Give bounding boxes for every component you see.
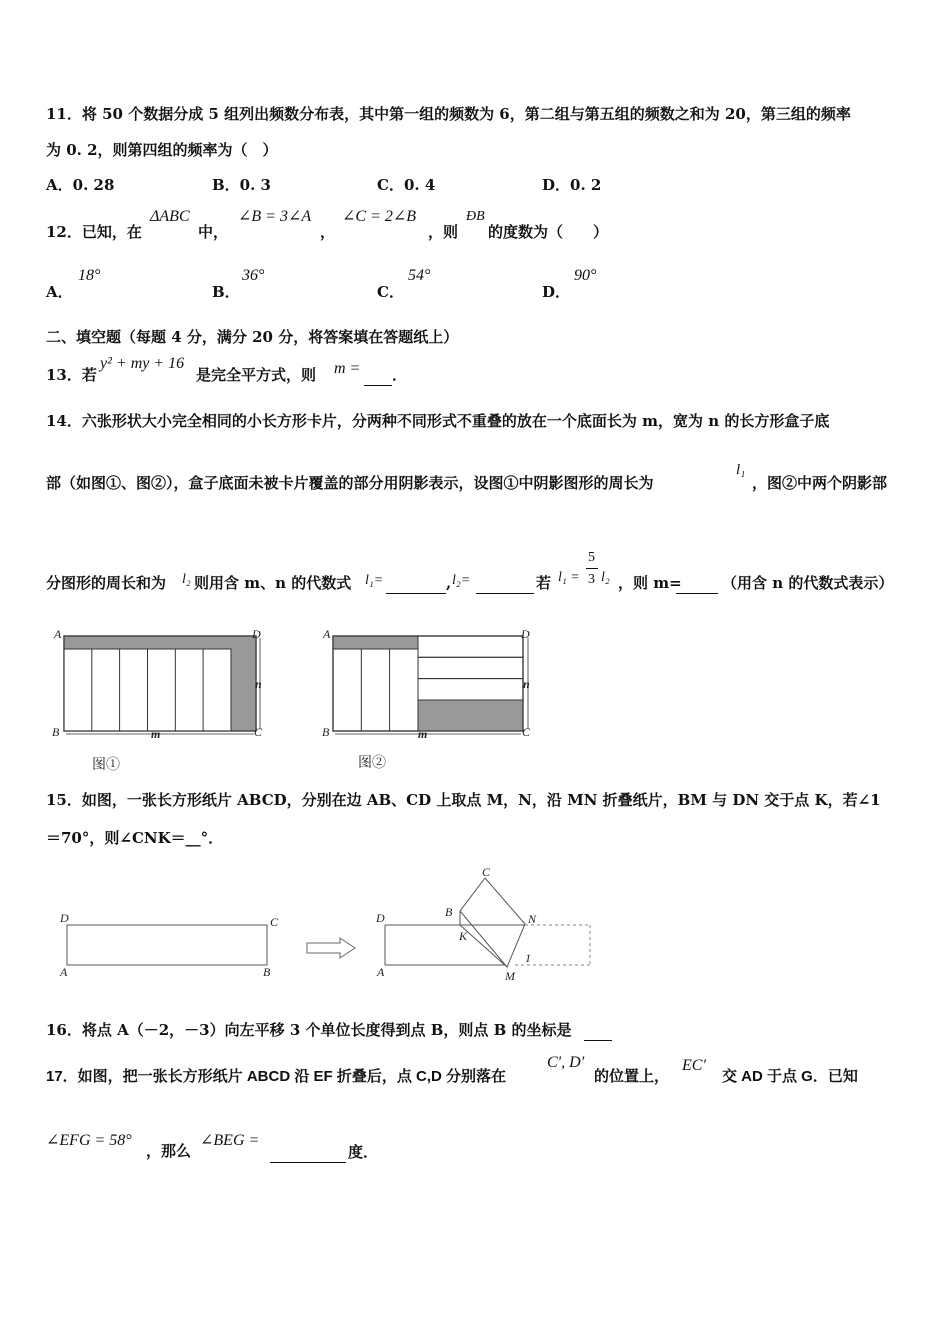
q17-angle-efg: ∠EFG = 58° [46,1132,132,1149]
q14-relation-right: l₂ [601,570,610,585]
q11-line2: 为 0. 2，则第四组的频率为（ ） [46,141,278,159]
q15-right-a: A [377,965,385,979]
q14-line3d: （用含 n 的代数式表示） [722,574,894,592]
q14-line3c: ，则 m= [618,574,682,592]
q14-l1-equals: l₁= [365,573,384,588]
q11-option-d: D．0. 2 [542,176,602,194]
q12-option-b-letter: B． [212,283,240,301]
q13-suffix: ． [392,366,408,384]
q14-l1-symbol: l₁ [736,462,746,478]
q13-mid: 是完全平方式，则 [196,366,317,384]
q17-line2b: 度． [348,1143,379,1161]
q14-line1: 14．六张形状大小完全相同的小长方形卡片，分两种不同形式不重叠的放在一个底面长为 m，宽为 n 的长方形盒子底 [46,412,830,430]
fig2-caption: 图② [358,754,386,770]
fig1-label-d: D [252,627,261,641]
fig1-caption: 图① [92,756,120,772]
q13-variable: m = [334,360,361,377]
q15-right-m: M [505,969,515,983]
q15-left-b: B [263,965,271,979]
q11-option-c: C．0. 4 [377,176,436,194]
q12-mid1: 中， [198,223,229,241]
fig1-label-a: A [54,627,62,641]
q12-suffix: 的度数为（ ） [488,223,609,241]
fig2-label-n: n [523,677,530,691]
q14-frac-num: 5 [588,550,595,565]
q17-cd-prime: C′, D′ [547,1054,585,1071]
q16-answer-blank[interactable] [584,1020,612,1041]
q17-answer-blank[interactable] [270,1142,346,1163]
q15-right-k: K [459,929,468,943]
q13-expression: y² + my + 16 [100,355,185,372]
fig2-label-c: C [522,725,531,739]
q17-angle-beg: ∠BEG = [200,1132,260,1149]
q13-answer-blank[interactable] [364,365,392,386]
q14-l2-symbol: l₂ [182,572,191,587]
q14-l2-equals: l₂= [452,573,471,588]
q15-left-a: A [60,965,68,979]
fig1-label-n: n [255,677,262,691]
q13-prefix: 13．若 [46,366,97,384]
q11-line1: 11．将 50 个数据分成 5 组列出频数分布表，其中第一组的频数为 6，第二组与第五组的频数之和为 20，第三组的频率 [46,105,851,123]
q12-cond2: ∠C = 2∠B [342,208,417,225]
q15-left-d: D [60,911,69,925]
q17-line1b: 的位置上， [594,1068,670,1085]
q14-line2b: ，图②中两个阴影部 [752,474,888,492]
q15-figure [55,864,615,992]
q15-right-b: B [445,905,453,919]
q15-right-angle-1: 1 [525,951,531,965]
q14-frac-den: 3 [588,572,595,587]
q12-option-c-value: 54° [408,267,431,284]
q15-right-n: N [528,912,537,926]
q14-frac-bar [586,568,598,569]
section-2-heading: 二、填空题（每题 4 分，满分 20 分，将答案填在答题纸上） [46,328,459,346]
q11-option-b: B．0. 3 [212,176,271,194]
q12-option-c-letter: C． [377,283,404,301]
q12-option-d-letter: D． [542,283,571,301]
q12-option-b-value: 36° [242,267,265,284]
q12-mid2: ，则 [428,223,459,241]
fig2-label-d: D [521,627,530,641]
q12-option-a-letter: A． [46,283,73,301]
fig2-label-b: B [322,725,330,739]
q14-line3a: 分图形的周长和为 [46,574,167,592]
q16-text: 16．将点 A（－2，－3）向左平移 3 个单位长度得到点 B，则点 B 的坐标是 [46,1021,572,1039]
q12-sep: ， [320,223,336,241]
q12-cond1: ∠B = 3∠A [238,208,312,225]
q11-option-a: A．0. 28 [46,176,115,194]
q15-right-d: D [376,911,385,925]
q12-option-d-value: 90° [574,267,597,284]
fig2-label-a: A [323,627,331,641]
q12-prefix: 12．已知，在 [46,223,142,241]
fig1-label-b: B [52,725,60,739]
q14-l2-blank[interactable] [476,573,534,594]
q14-line2a: 部（如图①、图②），盒子底面未被卡片覆盖的部分用阴影表示，设图①中阴影图形的周长为 [46,474,654,492]
q12-option-a-value: 18° [78,267,101,284]
q17-line2a: ，那么 [146,1143,192,1160]
q14-ruo: 若 [536,574,552,592]
fig1-label-c: C [254,725,263,739]
q14-line3b: 则用含 m、n 的代数式 [194,574,352,592]
q17-line1a: 17．如图，把一张长方形纸片 ABCD 沿 EF 折叠后，点 C,D 分别落在 [46,1068,507,1085]
fig2-label-m: m [418,727,428,741]
q15-line2: ＝70°，则∠CNK＝__°． [46,829,224,847]
q14-figure-2 [318,626,548,776]
q17-ec-prime: EC′ [682,1057,706,1074]
q15-line1: 15．如图，一张长方形纸片 ABCD，分别在边 AB、CD 上取点 M，N，沿 MN 折叠纸片，BM 与 DN 交于点 K，若∠1 [46,791,881,809]
q12-target: ÐB [466,209,485,224]
q14-figure-1 [46,626,276,776]
q14-m-blank[interactable] [676,573,718,594]
q17-line1c: 交 AD 于点 G．已知 [722,1068,858,1085]
q14-relation-left: l₁ = [558,570,580,585]
q15-right-c: C [482,865,491,879]
fig1-label-m: m [151,727,161,741]
q15-left-c: C [270,915,279,929]
q14-l1-blank[interactable] [386,573,446,594]
q12-triangle: ΔABC [150,208,190,225]
